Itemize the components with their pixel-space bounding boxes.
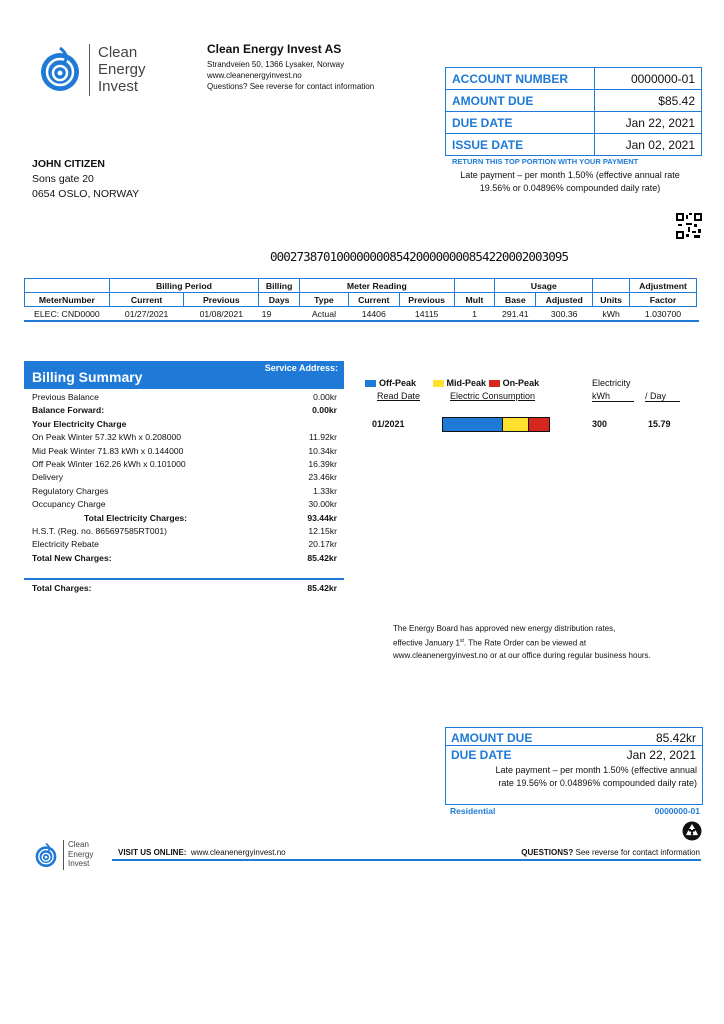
customer-street: Sons gate 20 — [32, 173, 94, 185]
line-label: Total New Charges: — [32, 552, 112, 563]
total-charges-label: Total Charges: — [32, 583, 92, 593]
list-item — [32, 552, 337, 565]
line-label: Balance Forward: — [32, 405, 105, 416]
line-value: 0.00kr — [313, 392, 337, 402]
customer-city: 0654 OSLO, NORWAY — [32, 188, 140, 200]
company-logo — [36, 44, 166, 96]
logo-text-3: Invest — [98, 78, 139, 95]
company-questions: Questions? See reverse for contact information — [207, 82, 375, 91]
footer-logo-swirl-icon — [34, 842, 58, 868]
line-value: 93.44kr — [307, 512, 337, 523]
consumption-bar — [442, 417, 550, 432]
stub-amount-due-label: AMOUNT DUE — [451, 731, 533, 745]
col-previous: Previous — [184, 293, 259, 307]
account-number-row — [446, 68, 702, 90]
line-label: Previous Balance — [32, 392, 99, 402]
footer-logo: Clean Energy Invest — [34, 840, 104, 870]
header-electricity: Electricity — [592, 378, 631, 388]
stub-account-type: Residential — [450, 806, 496, 816]
account-summary-table — [445, 67, 702, 156]
stub-account-number: 0000000-01 — [654, 806, 700, 816]
legend-mid-peak: Mid-Peak — [433, 378, 487, 388]
list-item — [32, 391, 337, 404]
table-row: ELEC: CND0000 01/27/2021 01/08/2021 19 Actual 14406 14115 1 291.41 300.36 kWh 1.030700 — [34, 308, 682, 319]
header-read-date: Read Date — [377, 391, 421, 401]
due-date-value: Jan 22, 2021 — [595, 112, 702, 134]
line-value: 30.00kr — [308, 499, 337, 510]
group-meter-reading: Meter Reading — [300, 279, 455, 293]
line-value: 16.39kr — [308, 458, 337, 469]
consumption-row-date: 01/2021 — [372, 419, 405, 429]
list-item — [32, 512, 337, 525]
line-label: Mid Peak Winter 71.83 kWh x 0.144000 — [32, 445, 184, 456]
col-reading-current: Current — [348, 293, 399, 307]
footer-visit-label: VISIT US ONLINE: — [118, 848, 187, 857]
line-value: 85.42kr — [307, 552, 337, 563]
return-note: RETURN THIS TOP PORTION WITH YOUR PAYMENT — [452, 157, 639, 166]
notice-line-1: The Energy Board has approved new energy distribution rates, — [393, 624, 616, 633]
amount-due-row — [446, 90, 702, 112]
late-payment-line-2: 19.56% or 0.04896% compounded daily rate) — [479, 183, 661, 193]
bar-segment-mid-peak — [502, 418, 528, 431]
group-adjustment: Adjustment — [630, 279, 697, 293]
service-address-label: Service Address: — [264, 363, 338, 373]
logo-text-2: Energy — [98, 61, 146, 78]
issue-date-row — [446, 134, 702, 156]
footer-visit-url[interactable]: www.cleanenergyinvest.no — [190, 848, 286, 857]
col-base: Base — [495, 293, 536, 307]
group-billing-period: Billing Period — [109, 279, 258, 293]
col-mult: Mult — [454, 293, 495, 307]
footer-visit — [118, 848, 286, 857]
consumption-legend — [365, 378, 539, 388]
list-item — [32, 498, 337, 511]
line-value: 20.17kr — [308, 539, 337, 550]
notice-line-2: effective January 1st. The Rate Order can be viewed at — [393, 638, 587, 648]
amount-due-value: $85.42 — [595, 90, 702, 112]
line-value: 0.00kr — [312, 405, 337, 416]
qr-code-icon — [676, 213, 702, 239]
rate-notice — [393, 623, 651, 662]
bar-segment-off-peak — [443, 418, 502, 431]
col-type: Type — [300, 293, 349, 307]
barcode-number: 000273870100000000854200000000854220002003095 — [270, 249, 569, 264]
recycle-icon — [682, 821, 702, 841]
list-item — [32, 458, 337, 471]
account-number-label: ACCOUNT NUMBER — [446, 68, 595, 90]
list-item — [32, 485, 337, 498]
due-date-label: DUE DATE — [446, 112, 595, 134]
col-adjusted: Adjusted — [536, 293, 593, 307]
due-date-row — [446, 112, 702, 134]
line-label: Regulatory Charges — [32, 485, 109, 496]
col-factor: Factor — [630, 293, 697, 307]
amount-due-label: AMOUNT DUE — [446, 90, 595, 112]
list-item — [32, 431, 337, 444]
late-payment-note — [445, 169, 695, 195]
line-label: Occupancy Charge — [32, 499, 106, 510]
meter-group-header-row — [25, 279, 697, 293]
notice-line-3: www.cleanenergyinvest.no or at our office during regular business hours. — [393, 650, 651, 660]
header-kwh: kWh — [592, 391, 634, 402]
logo-swirl-icon — [38, 46, 82, 92]
header-per-day: / Day — [645, 391, 680, 402]
billing-summary-rule — [24, 578, 344, 580]
customer-name: JOHN CITIZEN — [32, 158, 105, 170]
line-label: On Peak Winter 57.32 kWh x 0.208000 — [32, 432, 182, 443]
consumption-row-per-day: 15.79 — [648, 419, 671, 429]
meter-table — [24, 278, 697, 320]
header-electric-consumption: Electric Consumption — [450, 391, 536, 401]
company-address: Strandveien 50, 1366 Lysaker, Norway — [207, 60, 345, 69]
line-value: 12.15kr — [308, 525, 337, 536]
meter-table-bottom-rule — [24, 320, 699, 322]
line-value: 23.46kr — [308, 472, 337, 483]
col-units: Units — [593, 293, 630, 307]
billing-summary-header — [24, 361, 344, 389]
meter-column-header-row — [25, 293, 697, 307]
list-item — [32, 418, 337, 431]
billing-summary-title: Billing Summary — [32, 369, 143, 385]
line-label: Total Electricity Charges: — [84, 512, 187, 523]
list-item — [32, 471, 337, 484]
line-value: 10.34kr — [308, 445, 337, 456]
payment-stub-box — [445, 727, 703, 805]
company-website[interactable]: www.cleanenergyinvest.no — [207, 71, 302, 80]
footer-questions: QUESTIONS? See reverse for contact information — [521, 848, 700, 857]
line-value: 11.92kr — [308, 432, 337, 443]
issue-date-label: ISSUE DATE — [446, 134, 595, 156]
company-name: Clean Energy Invest AS — [207, 42, 342, 56]
list-item — [32, 445, 337, 458]
list-item — [32, 525, 337, 538]
total-charges-value: 85.42kr — [307, 583, 337, 593]
account-number-value: 0000000-01 — [595, 68, 702, 90]
footer-rule — [112, 859, 701, 861]
bar-segment-on-peak — [528, 418, 549, 431]
stub-due-date-value: Jan 22, 2021 — [626, 748, 696, 762]
late-payment-line-1: Late payment – per month 1.50% (effective annual rate — [460, 170, 680, 180]
legend-off-peak: Off-Peak — [365, 378, 416, 388]
line-label: Delivery — [32, 472, 64, 483]
stub-late-payment: Late payment – per month 1.50% (effective annual rate 19.56% or 0.04896% compounded daily rate) — [495, 765, 697, 788]
billing-summary-lines — [32, 391, 337, 565]
stub-due-date-label: DUE DATE — [451, 748, 512, 762]
group-usage: Usage — [495, 279, 593, 293]
legend-on-peak: On-Peak — [489, 378, 540, 388]
line-label: Off Peak Winter 162.26 kWh x 0.101000 — [32, 458, 186, 469]
line-label: Electricity Rebate — [32, 539, 99, 550]
total-charges-row — [32, 582, 337, 595]
col-reading-previous: Previous — [399, 293, 454, 307]
customer-address — [32, 157, 139, 202]
col-days: Days — [259, 293, 300, 307]
list-item — [32, 538, 337, 551]
col-meter-number: MeterNumber — [25, 293, 110, 307]
col-current: Current — [109, 293, 184, 307]
group-billing: Billing — [259, 279, 300, 293]
line-label: H.S.T. (Reg. no. 865697585RT001) — [32, 525, 168, 536]
company-info — [207, 42, 374, 92]
line-label: Your Electricity Charge — [32, 418, 127, 429]
stub-amount-due-value: 85.42kr — [655, 731, 696, 745]
logo-text-1: Clean — [98, 44, 138, 61]
list-item — [32, 404, 337, 417]
issue-date-value: Jan 02, 2021 — [595, 134, 702, 156]
line-value: 1.33kr — [313, 485, 337, 496]
consumption-row-kwh: 300 — [592, 419, 608, 429]
